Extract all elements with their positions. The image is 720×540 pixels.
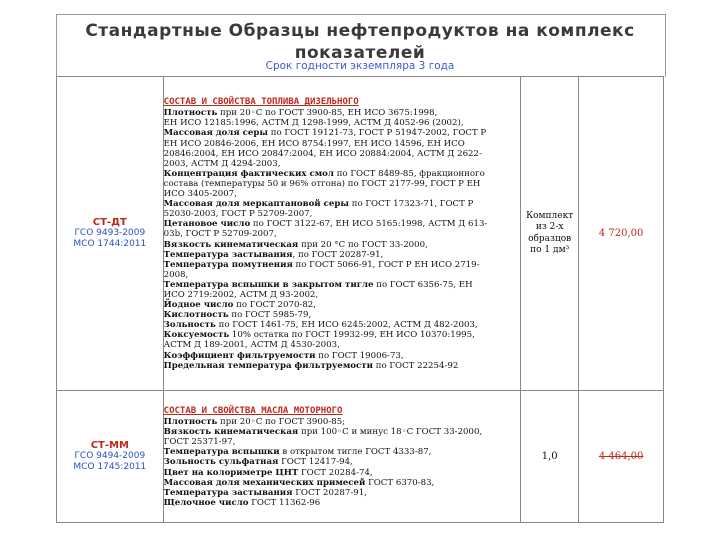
- spec-parameter: Температура застывания: [163, 487, 293, 498]
- price-cell: [579, 391, 664, 523]
- spec-method: 52030-2003, ГОСТ Р 52709-2007,: [163, 209, 313, 220]
- spec-method: ЕН ИСО 20846-2006, ЕН ИСО 8754:1997, ЕН ИСО 14596, ЕН ИСО: [163, 138, 465, 149]
- spec-line: [164, 270, 520, 280]
- products-table: [56, 76, 664, 523]
- spec-parameter: Цвет на колориметре ЦНТ: [163, 467, 299, 478]
- spec-line: [164, 447, 520, 457]
- spec-method: ГОСТ 6370-83,: [365, 477, 435, 488]
- spec-parameter: Температура вспышки в закрытом тигле: [163, 279, 374, 290]
- spec-method: ИСО 2719:2002, АСТМ Д 93-2002,: [163, 289, 319, 300]
- spec-method: в открытом тигле ГОСТ 4333-87,: [279, 447, 432, 458]
- spec-parameter: Йодное число: [163, 300, 234, 311]
- spec-line: [164, 108, 520, 118]
- spec-parameter: Предельная температура фильтруемости: [163, 360, 373, 371]
- spec-line: [164, 340, 520, 350]
- spec-line: [164, 209, 520, 219]
- spec-method: по ГОСТ 8489-85, фракционного: [333, 168, 485, 179]
- spec-line: [164, 300, 520, 310]
- spec-line: [164, 199, 520, 209]
- spec-line: [164, 128, 520, 138]
- spec-parameter: Коксуемость: [163, 330, 230, 341]
- spec-method: 03b, ГОСТ Р 52709-2007,: [163, 229, 277, 240]
- spec-parameter: Зольность: [163, 320, 216, 331]
- spec-line: [164, 478, 520, 488]
- spec-lines: [164, 417, 520, 508]
- spec-method: ЕН ИСО 12185:1996, АСТМ Д 1298-1999, АСТМ Д 4052-96 (2002),: [163, 118, 464, 129]
- spec-method: ГОСТ 12417-94,: [278, 457, 353, 468]
- spec-method: ГОСТ 11362-96: [248, 497, 321, 508]
- title-line-2: показателей: [294, 43, 426, 63]
- spec-line: [164, 498, 520, 508]
- spec-line: [164, 310, 520, 320]
- spec-line: [164, 219, 520, 229]
- spec-method: по ГОСТ 19006-73,: [315, 350, 404, 361]
- spec-line: [164, 280, 520, 290]
- spec-line: [164, 361, 520, 371]
- spec-line: [164, 240, 520, 250]
- spec-parameter: Зольность сульфатная: [163, 457, 279, 468]
- spec-method: ГОСТ 20287-91,: [292, 487, 367, 498]
- spec-method: по ГОСТ 2070-82,: [233, 300, 316, 311]
- spec-line: [164, 179, 520, 189]
- product-code-cell: [57, 77, 164, 391]
- spec-parameter: Щелочное число: [163, 497, 249, 508]
- spec-method: АСТМ Д 189-2001, АСТМ Д 4530-2003,: [163, 340, 340, 351]
- product-standard-1: ГСО 9494-2009: [74, 451, 146, 461]
- spec-method: по ГОСТ 19121-73, ГОСТ Р 51947-2002, ГОСТ Р: [268, 128, 487, 139]
- pack-line: образцов: [528, 233, 572, 244]
- pack-cell: [521, 391, 579, 523]
- spec-method: при 20◦С по ГОСТ 3900-85;: [217, 417, 346, 428]
- product-code: СТ-ММ: [90, 440, 129, 451]
- spec-line: [164, 488, 520, 498]
- spec-method: по ГОСТ 5985-79,: [228, 310, 312, 321]
- spec-parameter: Вязкость кинематическая: [163, 239, 299, 250]
- spec-method: 10% остатка по ГОСТ 19932-99, ЕН ИСО 10370:1995,: [229, 330, 475, 341]
- spec-line: [164, 159, 520, 169]
- spec-parameter: Температура застывания: [163, 249, 293, 260]
- spec-lines: [164, 108, 520, 370]
- spec-method: по ГОСТ 5066-91, ГОСТ Р ЕН ИСО 2719-: [292, 259, 480, 270]
- spec-method: ГОСТ 20284-74,: [298, 467, 373, 478]
- spec-method: по ГОСТ 1461-75, ЕН ИСО 6245:2002, АСТМ Д 482-2003,: [215, 320, 478, 331]
- spec-method: по ГОСТ 3122-67, ЕН ИСО 5165:1998, АСТМ Д 613-: [250, 219, 488, 230]
- product-standard-1: ГСО 9493-2009: [74, 228, 146, 238]
- spec-parameter: Концентрация фактических смол: [163, 168, 334, 179]
- spec-parameter: Кислотность: [163, 310, 229, 321]
- spec-method: ИСО 3405-2007,: [163, 189, 237, 200]
- table-row: [57, 391, 664, 523]
- spec-method: по ГОСТ 22254-92: [372, 360, 459, 371]
- spec-method: ГОСТ 25371-97,: [163, 437, 236, 448]
- spec-line: [164, 417, 520, 427]
- spec-line: [164, 351, 520, 361]
- spec-line: [164, 320, 520, 330]
- spec-line: [164, 139, 520, 149]
- spec-cell: [163, 77, 520, 391]
- price-value: 4 720,00: [598, 228, 644, 239]
- pack-line: 1,0: [541, 450, 558, 462]
- spec-parameter: Массовая доля механических примесей: [163, 477, 366, 488]
- product-standard-2: МСО 1744:2011: [73, 239, 147, 249]
- spec-parameter: Плотность: [163, 417, 218, 428]
- spec-method: , по ГОСТ 20287-91,: [292, 249, 384, 260]
- price-value: 4 464,00: [598, 451, 644, 462]
- spec-parameter: Температура помутнения: [163, 259, 293, 270]
- pack-line: Комплект: [526, 210, 574, 221]
- spec-method: состава (температуры 50 и 96% отгона) по ГОСТ 2177-99, ГОСТ Р ЕН: [163, 178, 481, 189]
- spec-parameter: Плотность: [163, 108, 218, 119]
- spec-line: [164, 330, 520, 340]
- page-title: [56, 20, 664, 64]
- pack-lines: [521, 451, 578, 463]
- spec-parameter: Коэффициент фильтруемости: [163, 350, 316, 361]
- pack-line: из 2-х: [535, 222, 564, 232]
- spec-line: [164, 260, 520, 270]
- spec-line: [164, 457, 520, 467]
- spec-method: при 20◦С по ГОСТ 3900-85, ЕН ИСО 3675:1998,: [217, 108, 438, 119]
- title-line-1: Стандартные Образцы нефтепродуктов на комплекс: [85, 21, 635, 41]
- spec-method: 2003, АСТМ Д 4294-2003,: [163, 158, 281, 169]
- section-heading: СОСТАВ И СВОЙСТВА МАСЛА МОТОРНОГО: [163, 406, 343, 417]
- spec-parameter: Массовая доля серы: [163, 128, 268, 139]
- pack-cell: [521, 77, 579, 391]
- product-code: СТ-ДТ: [92, 217, 127, 228]
- spec-line: [164, 149, 520, 159]
- section-heading: СОСТАВ И СВОЙСТВА ТОПЛИВА ДИЗЕЛЬНОГО: [163, 97, 359, 108]
- spec-line: [164, 427, 520, 437]
- spec-line: [164, 468, 520, 478]
- spec-parameter: Цетановое число: [163, 219, 251, 230]
- spec-method: при 100◦С и минус 18◦С ГОСТ 33-2000,: [298, 427, 483, 438]
- spec-line: [164, 118, 520, 128]
- spec-parameter: Массовая доля меркаптановой серы: [163, 199, 349, 210]
- spec-line: [164, 437, 520, 447]
- spec-line: [164, 229, 520, 239]
- spec-method: 20846:2004, ЕН ИСО 20847:2004, ЕН ИСО 20884:2004, АСТМ Д 2622-: [163, 148, 482, 159]
- spec-method: 2008,: [163, 269, 189, 280]
- spec-parameter: Температура вспышки: [163, 447, 280, 458]
- spec-method: по ГОСТ 17323-71, ГОСТ Р: [349, 199, 474, 210]
- spec-line: [164, 189, 520, 199]
- table-row: [57, 77, 664, 391]
- pack-line: по 1 дм³: [530, 245, 570, 255]
- spec-line: [164, 169, 520, 179]
- spec-method: при 20 °С по ГОСТ 33-2000,: [298, 239, 428, 250]
- pack-lines: [521, 211, 578, 257]
- spec-method: по ГОСТ 6356-75, ЕН: [373, 279, 473, 290]
- price-cell: [579, 77, 664, 391]
- spec-line: [164, 250, 520, 260]
- product-standard-2: МСО 1745:2011: [73, 462, 147, 472]
- spec-line: [164, 290, 520, 300]
- page-subtitle: Срок годности экземпляра 3 года: [265, 60, 455, 72]
- spec-parameter: Вязкость кинематическая: [163, 427, 299, 438]
- product-code-cell: [57, 391, 164, 523]
- spec-cell: [163, 391, 520, 523]
